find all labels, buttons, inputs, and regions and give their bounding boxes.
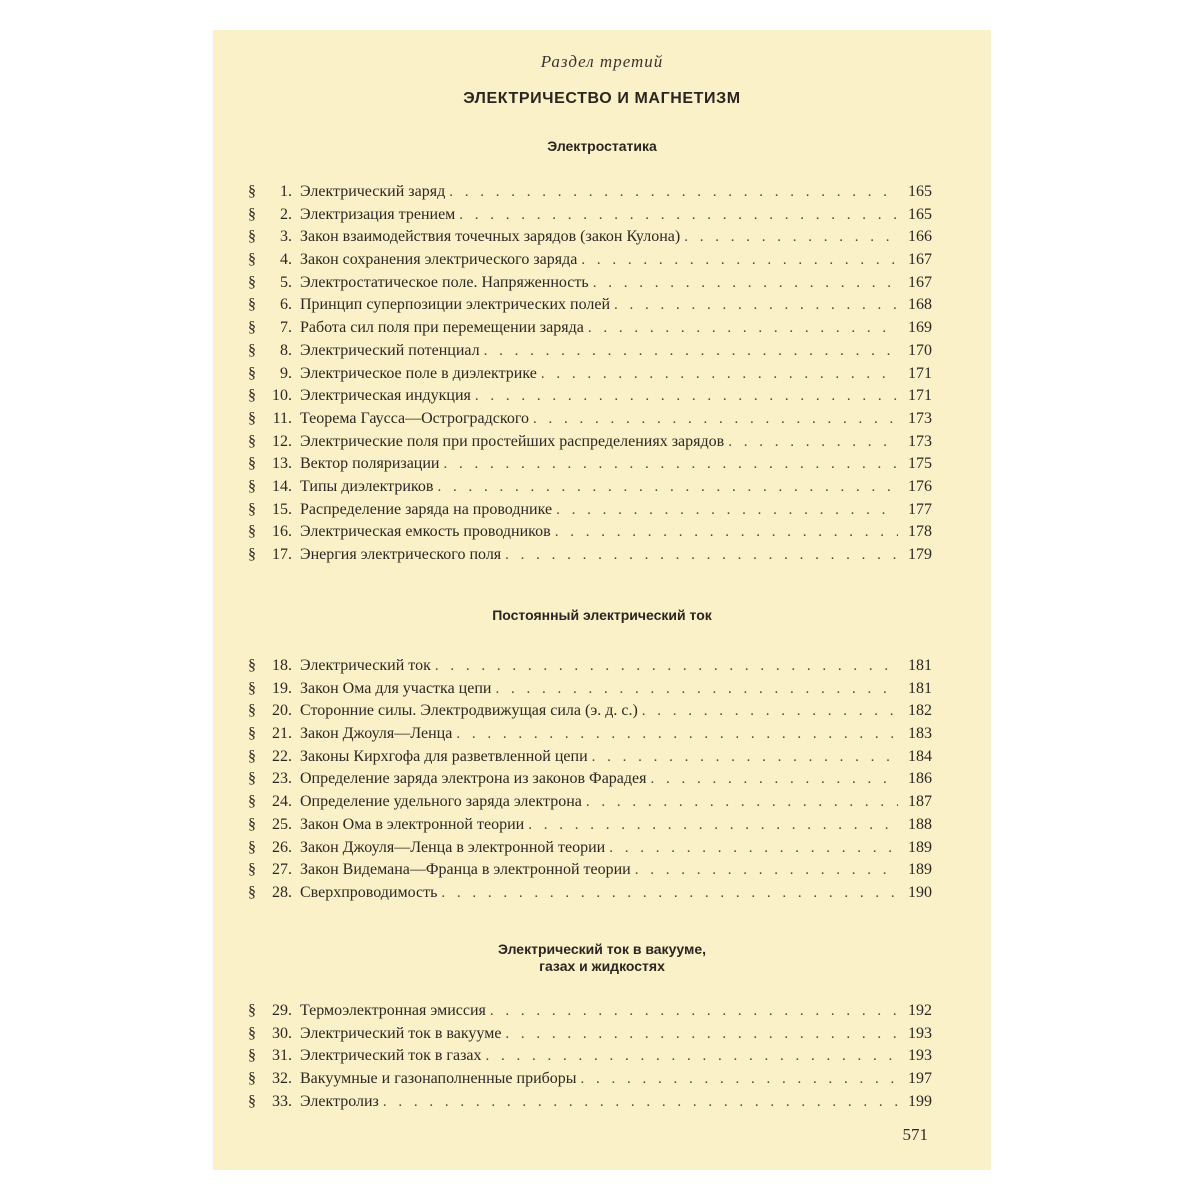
entry-title: Электрическое поле в диэлектрике bbox=[300, 364, 537, 382]
entry-number: 29. bbox=[272, 1002, 292, 1019]
section-sign: § bbox=[248, 815, 256, 833]
entry-title: Сверхпроводимость bbox=[300, 883, 438, 901]
entry-page: 177 bbox=[908, 500, 932, 518]
entry-number: 13. bbox=[272, 455, 292, 473]
toc-entry bbox=[248, 882, 932, 905]
entry-number: 5. bbox=[280, 273, 292, 291]
toc-entry bbox=[248, 431, 932, 454]
toc-entry bbox=[248, 1045, 932, 1068]
entry-title: Закон взаимодействия точечных зарядов (закон Кулона) bbox=[300, 228, 681, 246]
entry-number: 4. bbox=[280, 251, 292, 269]
entry-number: 12. bbox=[272, 432, 292, 450]
entry-title: Электризация трением bbox=[300, 205, 456, 223]
entry-title: Принцип суперпозиции электрических полей bbox=[300, 296, 611, 314]
toc-entry bbox=[248, 837, 932, 860]
entry-number: 6. bbox=[280, 296, 292, 314]
section-sign: § bbox=[248, 251, 256, 269]
toc-entry bbox=[248, 859, 932, 882]
section-sign: § bbox=[248, 523, 256, 541]
toc-entry bbox=[248, 700, 932, 723]
entry-page: 193 bbox=[908, 1047, 932, 1065]
section-sign: § bbox=[248, 793, 256, 811]
section-sign: § bbox=[248, 205, 256, 223]
section-sign: § bbox=[248, 1002, 256, 1019]
toc-entry bbox=[248, 1091, 932, 1114]
section-sign: § bbox=[248, 409, 256, 427]
section-sign: § bbox=[248, 883, 256, 901]
section-sign: § bbox=[248, 838, 256, 856]
dot-leader bbox=[588, 317, 898, 340]
toc-entry bbox=[248, 294, 932, 317]
entry-title: Распределение заряда на проводнике bbox=[300, 500, 553, 518]
entry-page: 179 bbox=[908, 546, 932, 563]
entry-number: 33. bbox=[272, 1092, 292, 1110]
book-page bbox=[213, 30, 991, 1170]
toc-entry bbox=[248, 408, 932, 431]
entry-title: Электрическая емкость проводников bbox=[300, 523, 551, 541]
toc-list-vacuum-gases-liquids bbox=[248, 1000, 932, 1113]
toc-entry bbox=[248, 814, 932, 837]
entry-page: 182 bbox=[908, 702, 932, 720]
entry-page: 199 bbox=[908, 1092, 932, 1110]
dot-leader bbox=[541, 363, 898, 386]
section-sign: § bbox=[248, 387, 256, 405]
dot-leader bbox=[533, 408, 898, 431]
toc-entry bbox=[248, 317, 932, 340]
entry-title: Вектор поляризации bbox=[300, 455, 440, 473]
section-title-line: Электрический ток в вакууме, bbox=[497, 941, 706, 957]
entry-number: 21. bbox=[272, 725, 292, 743]
dot-leader bbox=[593, 272, 898, 295]
section-sign: § bbox=[248, 1092, 256, 1110]
toc-entry bbox=[248, 678, 932, 701]
entry-title: Электрические поля при простейших распределениях зарядов bbox=[300, 432, 725, 450]
entry-title: Закон Ома для участка цепи bbox=[300, 679, 492, 697]
entry-number: 32. bbox=[272, 1070, 292, 1088]
toc-entry bbox=[248, 363, 932, 386]
entry-title: Электростатическое поле. Напряженность bbox=[300, 273, 589, 291]
dot-leader bbox=[441, 882, 898, 905]
section-sign: § bbox=[248, 477, 256, 495]
dot-leader bbox=[642, 700, 898, 723]
part-kicker: Раздел третий bbox=[540, 52, 664, 71]
section-sign: § bbox=[248, 183, 256, 200]
section-sign: § bbox=[248, 1024, 256, 1042]
toc-entry bbox=[248, 499, 932, 522]
dot-leader bbox=[443, 453, 898, 476]
entry-title: Работа сил поля при перемещении заряда bbox=[300, 319, 584, 337]
dot-leader bbox=[456, 723, 898, 746]
entry-number: 30. bbox=[272, 1024, 292, 1042]
entry-page: 175 bbox=[908, 455, 932, 473]
dot-leader bbox=[635, 859, 898, 882]
entry-page: 171 bbox=[908, 387, 932, 405]
section-sign: § bbox=[248, 319, 256, 337]
entry-number: 23. bbox=[272, 770, 292, 788]
section-sign: § bbox=[248, 657, 256, 674]
section-title-line: газах и жидкостях bbox=[539, 958, 665, 974]
section-sign: § bbox=[248, 1070, 256, 1088]
dot-leader bbox=[592, 746, 898, 769]
toc-entry bbox=[248, 746, 932, 769]
entry-title: Электрический заряд bbox=[300, 183, 446, 200]
entry-title: Теорема Гаусса—Остроградского bbox=[300, 409, 529, 427]
entry-page: 167 bbox=[908, 273, 932, 291]
entry-title: Электрический ток в газах bbox=[300, 1047, 482, 1065]
entry-title: Закон Ома в электронной теории bbox=[300, 815, 525, 833]
entry-title: Электролиз bbox=[300, 1092, 379, 1110]
dot-leader bbox=[437, 476, 898, 499]
entry-page: 193 bbox=[908, 1024, 932, 1042]
dot-leader bbox=[475, 385, 898, 408]
entry-page: 173 bbox=[908, 432, 932, 450]
entry-number: 1. bbox=[280, 183, 292, 200]
toc-entry bbox=[248, 1000, 932, 1023]
entry-number: 18. bbox=[272, 657, 292, 674]
dot-leader bbox=[505, 544, 898, 567]
entry-number: 31. bbox=[272, 1047, 292, 1065]
entry-title: Электрический ток в вакууме bbox=[300, 1024, 502, 1042]
toc-entry bbox=[248, 340, 932, 363]
dot-leader bbox=[586, 791, 898, 814]
entry-page: 186 bbox=[908, 770, 932, 788]
toc-entry bbox=[248, 453, 932, 476]
entry-number: 14. bbox=[272, 477, 292, 495]
entry-page: 181 bbox=[908, 679, 932, 697]
entry-page: 192 bbox=[908, 1002, 932, 1019]
entry-number: 17. bbox=[272, 546, 292, 563]
entry-page: 184 bbox=[908, 747, 932, 765]
entry-page: 173 bbox=[908, 409, 932, 427]
entry-title: Электрический ток bbox=[300, 657, 431, 674]
entry-number: 15. bbox=[272, 500, 292, 518]
entry-number: 11. bbox=[272, 409, 292, 427]
section-sign: § bbox=[248, 341, 256, 359]
entry-title: Термоэлектронная эмиссия bbox=[300, 1002, 486, 1019]
toc-entry bbox=[248, 521, 932, 544]
toc-list-dc-current bbox=[248, 655, 932, 905]
section-sign: § bbox=[248, 228, 256, 246]
toc-entry bbox=[248, 204, 932, 227]
section-sign: § bbox=[248, 364, 256, 382]
section-sign: § bbox=[248, 861, 256, 879]
entry-title: Закон сохранения электрического заряда bbox=[300, 251, 578, 269]
dot-leader bbox=[383, 1091, 898, 1114]
dot-leader bbox=[581, 1068, 898, 1091]
dot-leader bbox=[555, 521, 898, 544]
entry-page: 178 bbox=[908, 523, 932, 541]
entry-page: 187 bbox=[908, 793, 932, 811]
entry-page: 170 bbox=[908, 341, 932, 359]
entry-page: 183 bbox=[908, 725, 932, 743]
entry-page: 171 bbox=[908, 364, 932, 382]
toc-entry bbox=[248, 544, 932, 567]
section-sign: § bbox=[248, 455, 256, 473]
entry-title: Определение удельного заряда электрона bbox=[300, 793, 582, 811]
entry-page: 188 bbox=[908, 815, 932, 833]
dot-leader bbox=[614, 294, 898, 317]
entry-number: 3. bbox=[280, 228, 292, 246]
section-sign: § bbox=[248, 500, 256, 518]
entry-page: 181 bbox=[908, 657, 932, 674]
dot-leader bbox=[505, 1023, 898, 1046]
entry-number: 27. bbox=[272, 861, 292, 879]
entry-number: 20. bbox=[272, 702, 292, 720]
entry-title: Сторонние силы. Электродвижущая сила (э. д. с.) bbox=[300, 702, 638, 720]
entry-title: Электрический потенциал bbox=[300, 341, 480, 359]
toc-entry bbox=[248, 791, 932, 814]
entry-page: 165 bbox=[908, 183, 932, 200]
entry-page: 189 bbox=[908, 838, 932, 856]
entry-page: 168 bbox=[908, 296, 932, 314]
dot-leader bbox=[556, 499, 898, 522]
dot-leader bbox=[609, 837, 898, 860]
dot-leader bbox=[435, 655, 898, 678]
section-sign: § bbox=[248, 296, 256, 314]
entry-title: Типы диэлектриков bbox=[300, 477, 434, 495]
section-sign: § bbox=[248, 432, 256, 450]
section-sign: § bbox=[248, 546, 256, 563]
section-sign: § bbox=[248, 679, 256, 697]
entry-number: 2. bbox=[280, 205, 292, 223]
dot-leader bbox=[581, 249, 898, 272]
toc-list-electrostatics bbox=[248, 181, 932, 567]
entry-title: Вакуумные и газонаполненные приборы bbox=[300, 1070, 577, 1088]
entry-number: 28. bbox=[272, 883, 292, 901]
dot-leader bbox=[651, 768, 899, 791]
dot-leader bbox=[684, 226, 898, 249]
entry-number: 16. bbox=[272, 523, 292, 541]
dot-leader bbox=[459, 204, 898, 227]
entry-title: Закон Джоуля—Ленца bbox=[300, 725, 453, 743]
toc-entry bbox=[248, 226, 932, 249]
entry-page: 166 bbox=[908, 228, 932, 246]
dot-leader bbox=[486, 1045, 899, 1068]
entry-page: 167 bbox=[908, 251, 932, 269]
toc-entry bbox=[248, 249, 932, 272]
entry-number: 25. bbox=[272, 815, 292, 833]
dot-leader bbox=[490, 1000, 898, 1023]
section-title-electrostatics: Электростатика bbox=[547, 138, 657, 154]
entry-number: 19. bbox=[272, 679, 292, 697]
section-sign: § bbox=[248, 702, 256, 720]
entry-title: Закон Видемана—Франца в электронной теории bbox=[300, 861, 631, 879]
entry-number: 7. bbox=[280, 319, 292, 337]
dot-leader bbox=[495, 678, 898, 701]
entry-title: Закон Джоуля—Ленца в электронной теории bbox=[300, 838, 606, 856]
toc-entry bbox=[248, 1068, 932, 1091]
toc-entry bbox=[248, 723, 932, 746]
entry-title: Определение заряда электрона из законов Фарадея bbox=[300, 770, 647, 788]
entry-number: 24. bbox=[272, 793, 292, 811]
section-sign: § bbox=[248, 273, 256, 291]
dot-leader bbox=[528, 814, 898, 837]
section-sign: § bbox=[248, 770, 256, 788]
toc-entry bbox=[248, 768, 932, 791]
entry-page: 189 bbox=[908, 861, 932, 879]
entry-number: 9. bbox=[280, 364, 292, 382]
entry-number: 8. bbox=[280, 341, 292, 359]
entry-title: Электрическая индукция bbox=[300, 387, 471, 405]
entry-page: 169 bbox=[908, 319, 932, 337]
toc-entry bbox=[248, 1023, 932, 1046]
toc-entry bbox=[248, 181, 932, 204]
toc-entry bbox=[248, 655, 932, 678]
entry-page: 197 bbox=[908, 1070, 932, 1088]
dot-leader bbox=[728, 431, 898, 454]
entry-title: Энергия электрического поля bbox=[300, 546, 502, 563]
entry-page: 165 bbox=[908, 205, 932, 223]
dot-leader bbox=[449, 181, 898, 204]
dot-leader bbox=[484, 340, 898, 363]
entry-title: Законы Кирхгофа для разветвленной цепи bbox=[300, 747, 588, 765]
section-sign: § bbox=[248, 725, 256, 743]
section-title-dc-current: Постоянный электрический ток bbox=[492, 607, 712, 623]
entry-number: 10. bbox=[272, 387, 292, 405]
entry-number: 22. bbox=[272, 747, 292, 765]
entry-page: 176 bbox=[908, 477, 932, 495]
page-number: 571 bbox=[902, 1125, 928, 1144]
section-sign: § bbox=[248, 1047, 256, 1065]
toc-entry bbox=[248, 476, 932, 499]
section-title-vacuum-gases-liquids bbox=[213, 941, 991, 975]
section-sign: § bbox=[248, 747, 256, 765]
toc-entry bbox=[248, 272, 932, 295]
toc-entry bbox=[248, 385, 932, 408]
entry-number: 26. bbox=[272, 838, 292, 856]
part-title: ЭЛЕКТРИЧЕСТВО И МАГНЕТИЗМ bbox=[463, 90, 741, 107]
entry-page: 190 bbox=[908, 883, 932, 901]
